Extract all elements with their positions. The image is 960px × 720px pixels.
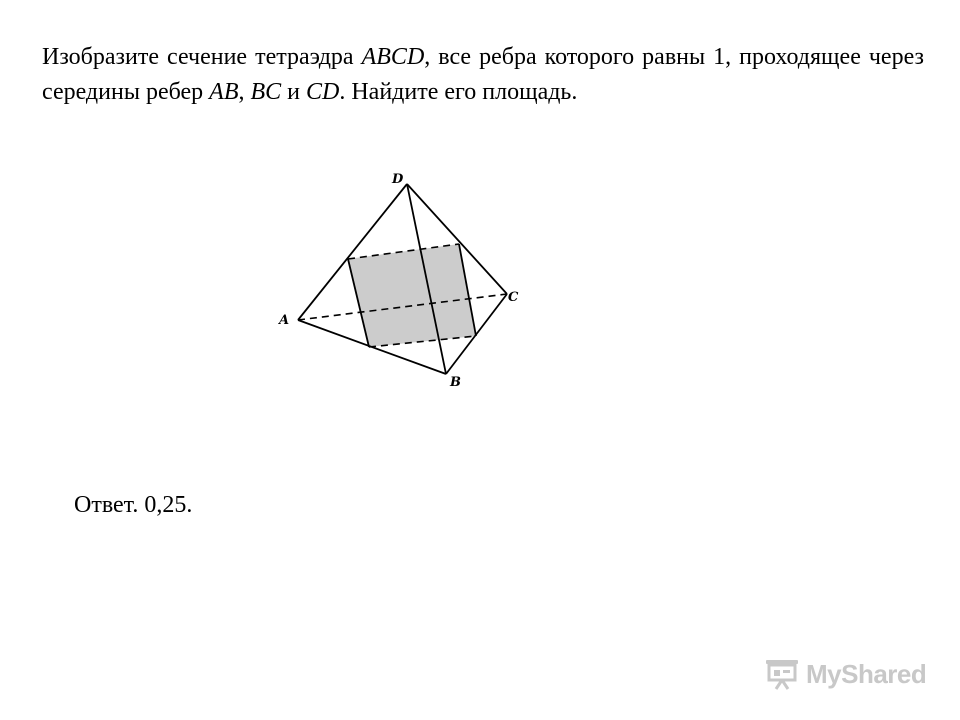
- problem-text-part-5: . Найдите его площадь.: [339, 79, 578, 105]
- edge-ab: AB: [209, 79, 239, 105]
- watermark: [764, 654, 926, 694]
- vertex-label-c: C: [508, 290, 519, 305]
- vertex-label-b: B: [450, 375, 461, 390]
- tetrahedron-figure: [270, 160, 540, 400]
- tetrahedron-name: ABCD: [361, 44, 425, 70]
- problem-text-part-1: Изобразите сечение тетраэдра: [42, 44, 362, 70]
- vertex-label-d: D: [392, 172, 404, 187]
- problem-text-part-2: , все ребра которого равны 1, проходящее через середины ребер: [42, 44, 925, 105]
- cross-section: [348, 244, 476, 347]
- edge-cd: CD: [306, 79, 340, 105]
- projector-screen-icon: [764, 657, 800, 691]
- problem-text-part-4: и: [281, 79, 306, 105]
- watermark-text: MyShared: [806, 658, 927, 689]
- problem-statement: [42, 40, 924, 110]
- vertex-label-a: A: [279, 313, 290, 328]
- answer-text: Ответ. 0,25.: [74, 492, 193, 518]
- edge-bc: BC: [250, 79, 282, 105]
- problem-text-part-3: ,: [238, 79, 251, 105]
